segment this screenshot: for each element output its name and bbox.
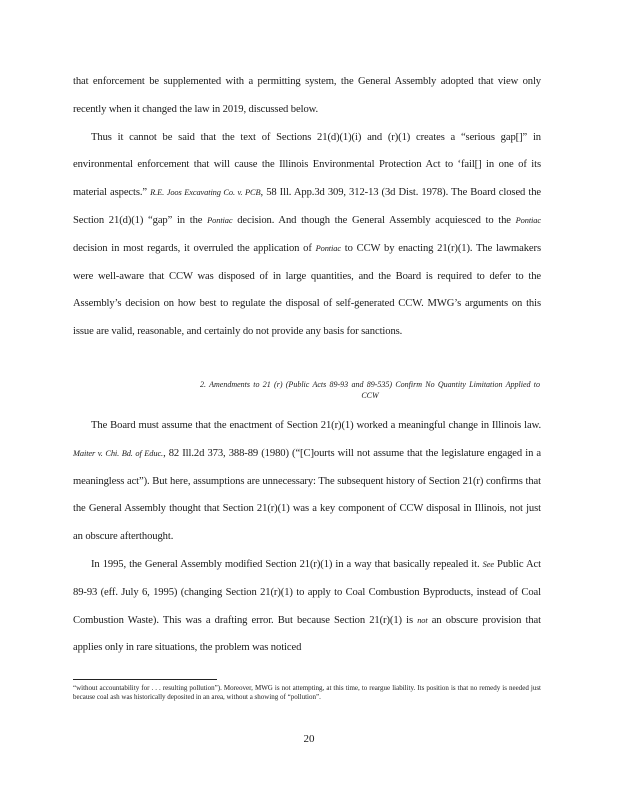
p4-start: In 1995, the General Assembly modified Section 21(r)(1) in a way that basically repealed it. bbox=[91, 558, 483, 570]
body-text-top bbox=[73, 68, 541, 346]
case-pontiac-1: Pontiac bbox=[207, 215, 233, 225]
p2-mid3: decision in most regards, it overruled the application of bbox=[73, 242, 316, 254]
footnote-text: “without accountability for . . . resulting pollution”). Moreover, MWG is not attempting, at this time, to reargue liability. Its position is that no remedy is needed just because coal ash was historically deposited in an area, without a showing of “pollution”. bbox=[73, 684, 541, 702]
footnote-divider bbox=[73, 679, 217, 680]
paragraph-2 bbox=[73, 124, 541, 346]
p3-start: The Board must assume that the enactment of Section 21(r)(1) worked a meaningful change in Illinois law. bbox=[91, 420, 541, 431]
p2-mid2: decision. And though the General Assembly acquiesced to the bbox=[232, 214, 516, 226]
case-pontiac-2: Pontiac bbox=[515, 215, 541, 225]
page-number: 20 bbox=[303, 733, 315, 745]
body-text-bottom bbox=[73, 412, 541, 662]
p2-start: Thus it cannot be said that the text of Sections 21(d)(1)(i) and (r)(1) creates a “serious gap[]” in environmental enforcement that will cause the Illinois Environmental Protection Act to ‘fail[] in one of its material aspects.” bbox=[73, 131, 541, 199]
p4-end: an obscure provision that applies only in rare situations, the problem was noticed bbox=[73, 614, 541, 654]
emphasis-not: not bbox=[417, 615, 428, 625]
p2-mid: , 58 Ill. App.3d 309, 312-13 (3d Dist. 1978). The Board closed the Section 21(d)(1) “gap” in the bbox=[73, 187, 541, 226]
case-citation-joos: R.E. Joos Excavating Co. v. PCB bbox=[150, 188, 261, 198]
case-pontiac-3: Pontiac bbox=[315, 243, 341, 253]
paragraph-1-text: that enforcement be supplemented with a permitting system, the General Assembly adopted that view only recently when it changed the law in 2019, discussed below. bbox=[73, 76, 541, 115]
signal-see: See bbox=[482, 559, 494, 569]
case-citation-maiter: Maiter v. Chi. Bd. of Educ. bbox=[73, 448, 164, 458]
paragraph-4 bbox=[73, 551, 541, 662]
section-heading: 2. Amendments to 21 (r) (Public Acts 89-93 and 89-535) Confirm No Quantity Limitation Applied to CCW bbox=[200, 380, 540, 400]
p3-end: , 82 Ill.2d 373, 388-89 (1980) (“[C]ourts will not assume that the legislature engaged in a meaningless act”). But here, assumptions are unnecessary: The subsequent history of Section 21(r) confirms that the General Assembly thought that Section 21(r)(1) was a key component of CCW disposal in Illinois, not just an obscure afterthought. bbox=[73, 447, 541, 543]
paragraph-3 bbox=[73, 412, 541, 551]
paragraph-1 bbox=[73, 68, 541, 124]
p4-mid: Public Act 89-93 (eff. July 6, 1995) (changing Section 21(r)(1) to apply to Coal Combustion Byproducts, instead of Coal Combustion Waste). This was a drafting error. But because Section 21(r)(1) is bbox=[73, 558, 542, 626]
p2-end: to CCW by enacting 21(r)(1). The lawmakers were well-aware that CCW was disposed of in large quantities, and the Board is required to defer to the Assembly’s decision on how best to regulate the disposal of self-generated CCW. MWG’s arguments on this issue are valid, reasonable, and certainly do not provide any basis for sanctions. bbox=[73, 242, 541, 338]
